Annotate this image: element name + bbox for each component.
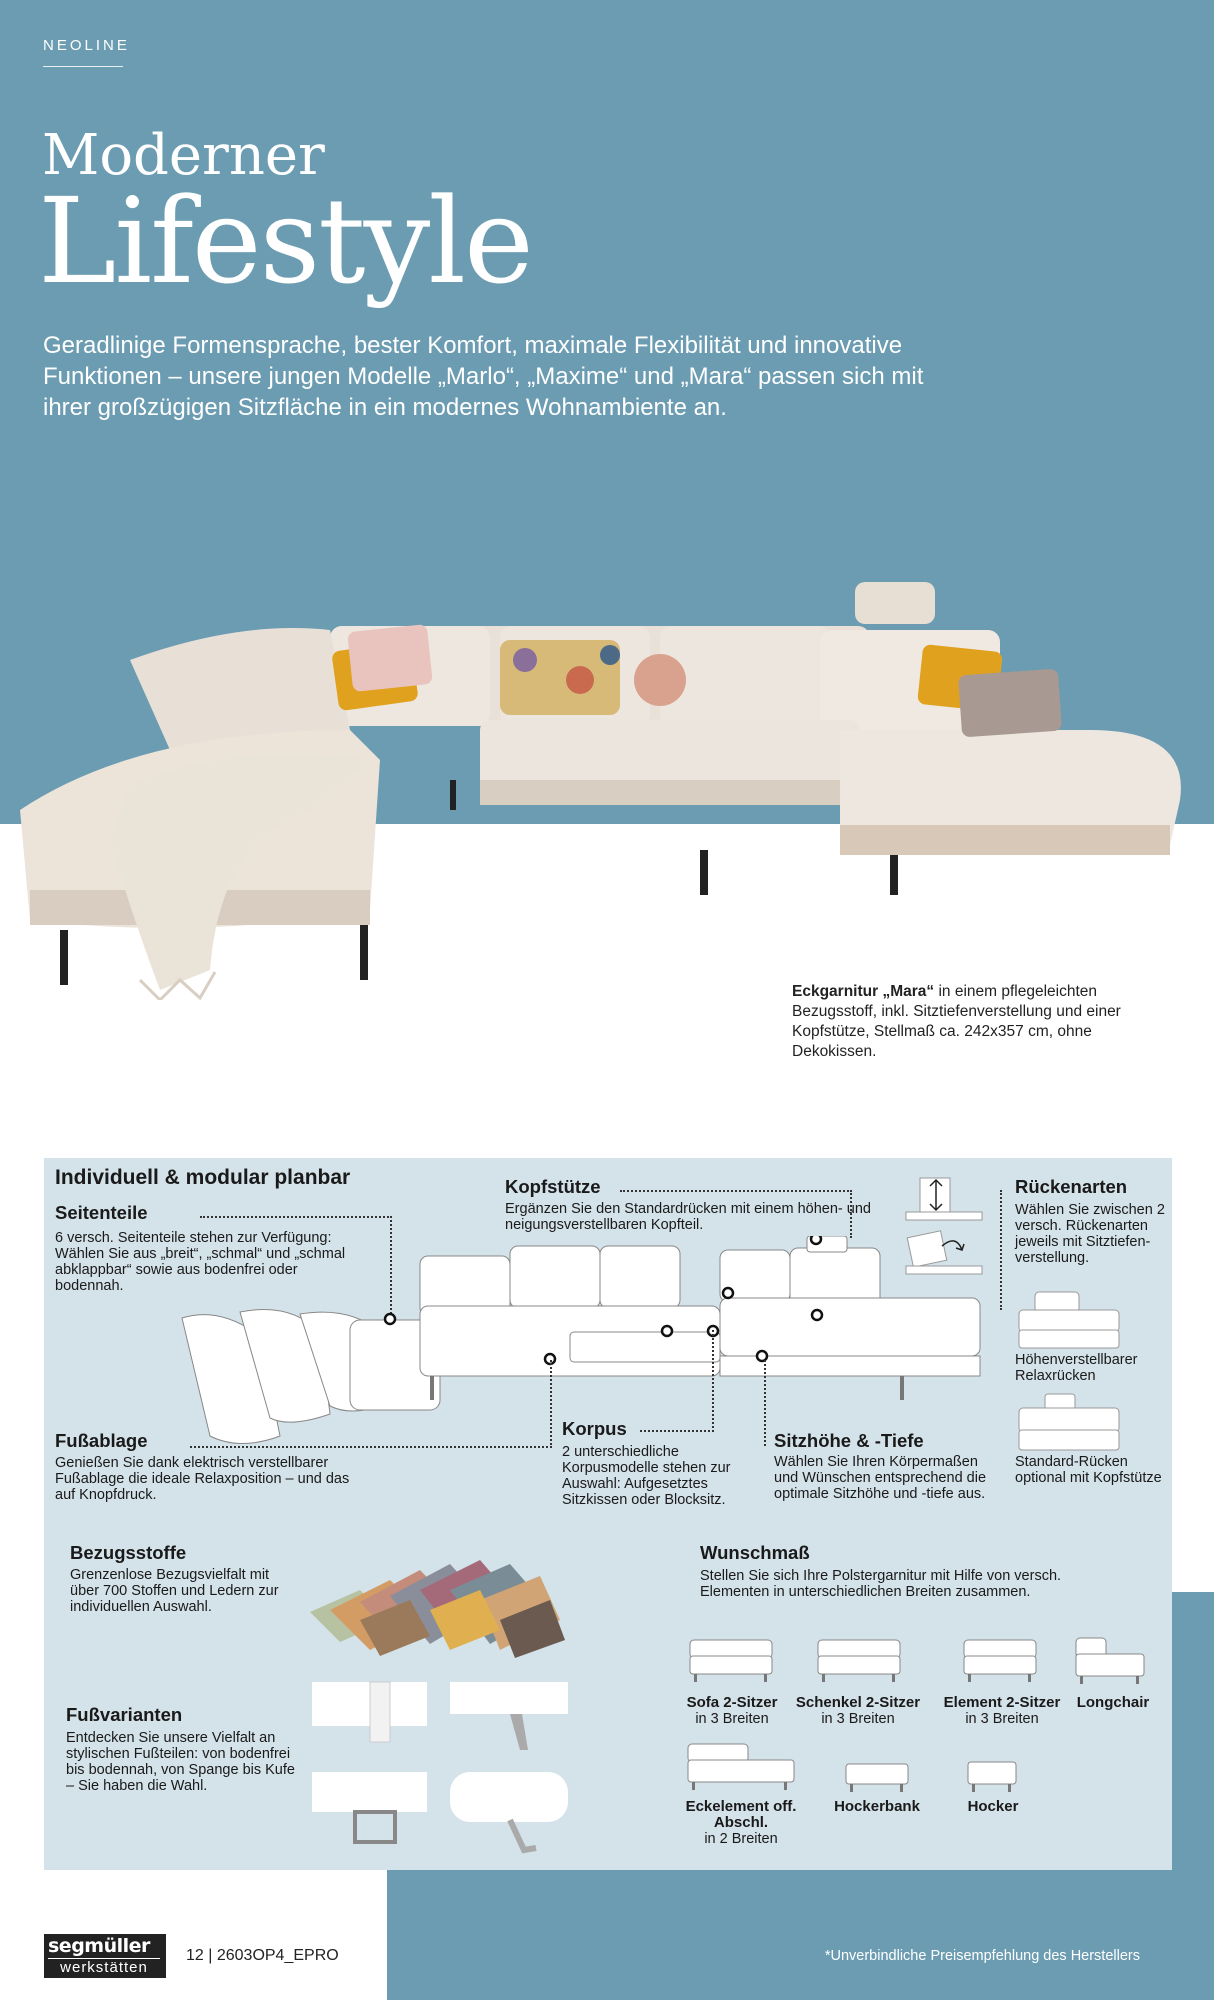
sitzhoehe-text: Wählen Sie Ihren Körpermaßen und Wünschen entsprechend die optimale Sitzhöhe und -tiefe aus. (774, 1454, 987, 1502)
eckelement-icon (684, 1740, 798, 1796)
brand-label: NEOLINE (43, 37, 130, 54)
hockerbank-icon (842, 1760, 912, 1796)
element-hockerbank (818, 1799, 936, 1815)
page-number: 12 | 2603OP4_EPRO (186, 1947, 339, 1964)
korpus-connector (640, 1330, 714, 1432)
brand-divider (43, 66, 123, 67)
kopfstuetze-connector (620, 1190, 852, 1238)
element-longchair (1068, 1695, 1158, 1711)
corner-sofa-image (20, 580, 1190, 1000)
standardruecken-label: Standard-Rücken optional mit Kopfstütze (1015, 1454, 1162, 1486)
element-name: Element 2-Sitzer (943, 1694, 1061, 1711)
fussvarianten-heading: Fußvarianten (66, 1704, 183, 1725)
element-name: Hocker (967, 1798, 1019, 1815)
element-schenkel-2-sitzer (788, 1695, 928, 1727)
hoehenverstellbar-label: Höhenverstellbarer Relaxrücken (1015, 1352, 1138, 1384)
fabric-swatches-image (300, 1550, 570, 1660)
title-line-1: Moderner (42, 123, 325, 188)
fussablage-text: Genießen Sie dank elektrisch verstellbarer Fußablage die ideale Relaxposition – und das auf Knopfdruck. (55, 1455, 350, 1503)
fussablage-connector (190, 1360, 552, 1448)
hocker-icon (964, 1758, 1020, 1796)
element-eckelement (680, 1799, 802, 1847)
seitenteile-heading: Seitenteile (55, 1202, 148, 1223)
product-name: Eckgarnitur „Mara“ (792, 983, 935, 1000)
element-element-2-sitzer (932, 1695, 1072, 1727)
foot-variants-image (310, 1680, 570, 1860)
element-sub: in 3 Breiten (821, 1711, 895, 1727)
rueckenarten-text: Wählen Sie zwischen 2 versch. Rückenarten jeweils mit Sitztiefen-verstellung. (1015, 1202, 1165, 1266)
kopfstuetze-text: Ergänzen Sie den Standardrücken mit einem höhen- und neigungsverstellbaren Kopfteil. (505, 1201, 871, 1233)
korpus-text: 2 unterschiedliche Korpusmodelle stehen zur Auswahl: Aufgesetztes Sitzkissen oder Blocksitz. (562, 1444, 731, 1508)
logo-subline: werkstätten (48, 1958, 160, 1976)
bezugsstoffe-heading: Bezugsstoffe (70, 1542, 187, 1563)
sofa-2-sitzer-icon (686, 1636, 776, 1686)
element-2-sitzer-icon (960, 1636, 1040, 1686)
rueckenarten-connector (1000, 1190, 1004, 1310)
sitzhoehe-heading: Sitzhöhe & -Tiefe (774, 1430, 924, 1451)
fussablage-heading: Fußablage (55, 1430, 148, 1451)
price-disclaimer: *Unverbindliche Preisempfehlung des Herstellers (824, 1948, 1140, 1964)
korpus-heading: Korpus (562, 1418, 627, 1439)
element-name: Hockerbank (834, 1798, 920, 1815)
planner-title: Individuell & modular planbar (55, 1166, 351, 1189)
element-sub: in 3 Breiten (695, 1711, 769, 1727)
fussvarianten-text: Entdecken Sie unsere Vielfalt an stylischen Fußteilen: von bodenfrei bis bodennah, von Spange bis Kufe – Sie haben die Wahl. (66, 1730, 295, 1794)
segmueller-logo[interactable] (44, 1934, 166, 1978)
element-name: Schenkel 2-Sitzer (795, 1694, 921, 1711)
seitenteile-text: 6 versch. Seitenteile stehen zur Verfügung: Wählen Sie aus „breit“, „schmal“ und „schmal abklappbar“ sowie aus bodenfrei oder bodennah. (55, 1230, 346, 1294)
product-caption (792, 982, 1152, 1062)
intro-text: Geradlinige Formensprache, bester Komfort, maximale Flexibilität und innovative Funktionen – unsere jungen Modelle „Marlo“, „Maxime“ und „Mara“ passen sich mit ihrer großzügigen Sitzfläche in ein modernes Wohnambiente an. (43, 332, 924, 421)
logo-wordmark: segmüller (48, 1935, 150, 1957)
element-name: Longchair (1076, 1694, 1150, 1711)
wunschmass-heading: Wunschmaß (700, 1542, 810, 1563)
product-description: in einem pflegeleichten Bezugsstoff, inkl. Sitztiefenverstellung und einer Kopfstütze, Stellmaß ca. 242x357 cm, ohne Dekokissen. (792, 983, 1121, 1060)
standardruecken-icon (1015, 1392, 1125, 1454)
title-line-2: Lifestyle (38, 172, 532, 310)
footer-accent (387, 1870, 1214, 2000)
relaxruecken-icon (1015, 1290, 1125, 1352)
element-name: Eckelement off. Abschl. (685, 1798, 797, 1831)
wunschmass-text: Stellen Sie sich Ihre Polstergarnitur mit Hilfe von versch. Elementen in unterschiedlichen Breiten zusammen. (700, 1568, 1062, 1600)
element-name: Sofa 2-Sitzer (686, 1694, 778, 1711)
rueckenarten-heading: Rückenarten (1015, 1176, 1128, 1197)
longchair-icon (1072, 1634, 1148, 1690)
element-hocker (948, 1799, 1038, 1815)
sitzhoehe-connector (764, 1360, 770, 1446)
element-sub: in 2 Breiten (704, 1831, 778, 1847)
element-sub: in 3 Breiten (965, 1711, 1039, 1727)
schenkel-2-sitzer-icon (814, 1636, 904, 1686)
kopfstuetze-heading: Kopfstütze (505, 1176, 601, 1197)
element-sofa-2-sitzer (672, 1695, 792, 1727)
bezugsstoffe-text: Grenzenlose Bezugsvielfalt mit über 700 Stoffen und Ledern zur individuellen Auswahl. (70, 1567, 279, 1615)
